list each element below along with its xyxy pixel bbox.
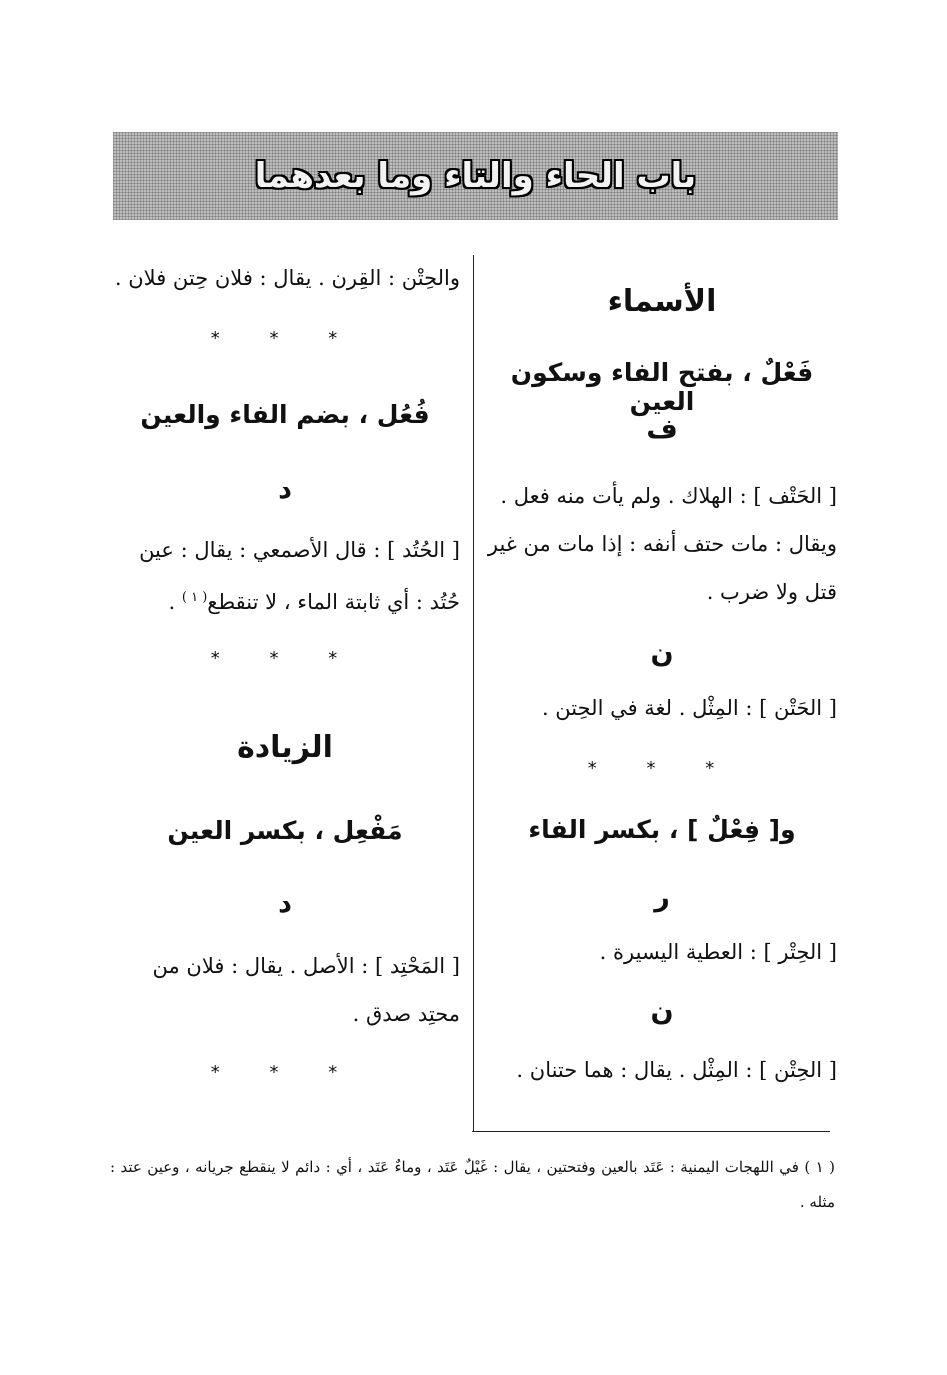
entry-hutud-text: حُتُد : أي ثابتة الماء ، لا تنقطع — [207, 590, 460, 614]
letter-heading-ra: ر — [654, 882, 670, 913]
letter-heading-nun-2: ن — [650, 996, 674, 1027]
entry-hutud-line-2 — [110, 574, 460, 626]
entry-mahtid-line-1: [ المَحْتِد ] : الأصل . يقال : فلان من — [152, 954, 460, 978]
entry-mahtid-line-2: محتِد صدق . — [352, 1002, 460, 1026]
footnote-divider — [472, 1131, 830, 1132]
entry-hatf-line-1: [ الحَتْف ] : الهلاك . ولم يأت منه فعل . — [500, 484, 837, 508]
entry-hutud-end: . — [168, 590, 182, 614]
heading-ziyada: الزيادة — [237, 730, 333, 765]
letter-heading-dal-1: د — [278, 474, 292, 505]
entry-hutud-line-1: [ الحُتُد ] : قال الأصمعي : يقال : عين — [139, 538, 460, 562]
letter-heading-dal-2: د — [278, 888, 292, 919]
entry-hatn: [ الحَتْن ] : المِثْل . لغة في الحِتن . — [541, 696, 837, 720]
entry-hatf-line-2: ويقال : مات حتف أنفه : إذا مات من غير — [487, 532, 837, 556]
pattern-heading-4: مَفْعِل ، بكسر العين — [167, 816, 403, 845]
pattern-heading-1: فَعْلٌ ، بفتح الفاء وسكون العين — [510, 358, 814, 416]
separator-stars: * * * — [210, 648, 360, 669]
entry-hitn: [ الحِتْن ] : المِثْل . يقال : هما حتنان . — [516, 1058, 837, 1082]
footnote-reference: ( ١ ) — [181, 590, 208, 605]
heading-asmaa: الأسماء — [607, 284, 717, 319]
separator-stars: * * * — [587, 758, 737, 779]
pattern-heading-2: و[ فِعْلٌ ] ، بكسر الفاء — [528, 815, 796, 844]
separator-stars: * * * — [210, 328, 360, 349]
footnote: ( ١ ) في اللهجات اليمنية : عَتَد بالعين وفتحتين ، يقال : غَيْلٌ عَتَد ، وماءٌ عَتَد ، أي : دائم لا ينقطع جريانه ، وعين عتد : مثله . — [110, 1158, 835, 1211]
letter-heading-fa: ف — [646, 414, 678, 445]
column-divider — [473, 255, 474, 1131]
separator-stars: * * * — [210, 1062, 360, 1083]
pattern-heading-3: فُعُل ، بضم الفاء والعين — [140, 400, 430, 429]
letter-heading-nun-1: ن — [650, 638, 674, 669]
entry-hitn-2: والحِتْن : القِرن . يقال : فلان حِتن فلان . — [114, 266, 460, 290]
chapter-banner — [113, 132, 838, 220]
entry-hatf-line-3: قتل ولا ضرب . — [706, 580, 837, 604]
chapter-title: باب الحاء والتاء وما بعدهما — [254, 156, 697, 196]
entry-hitr: [ الحِتْر ] : العطية اليسيرة . — [599, 940, 837, 964]
